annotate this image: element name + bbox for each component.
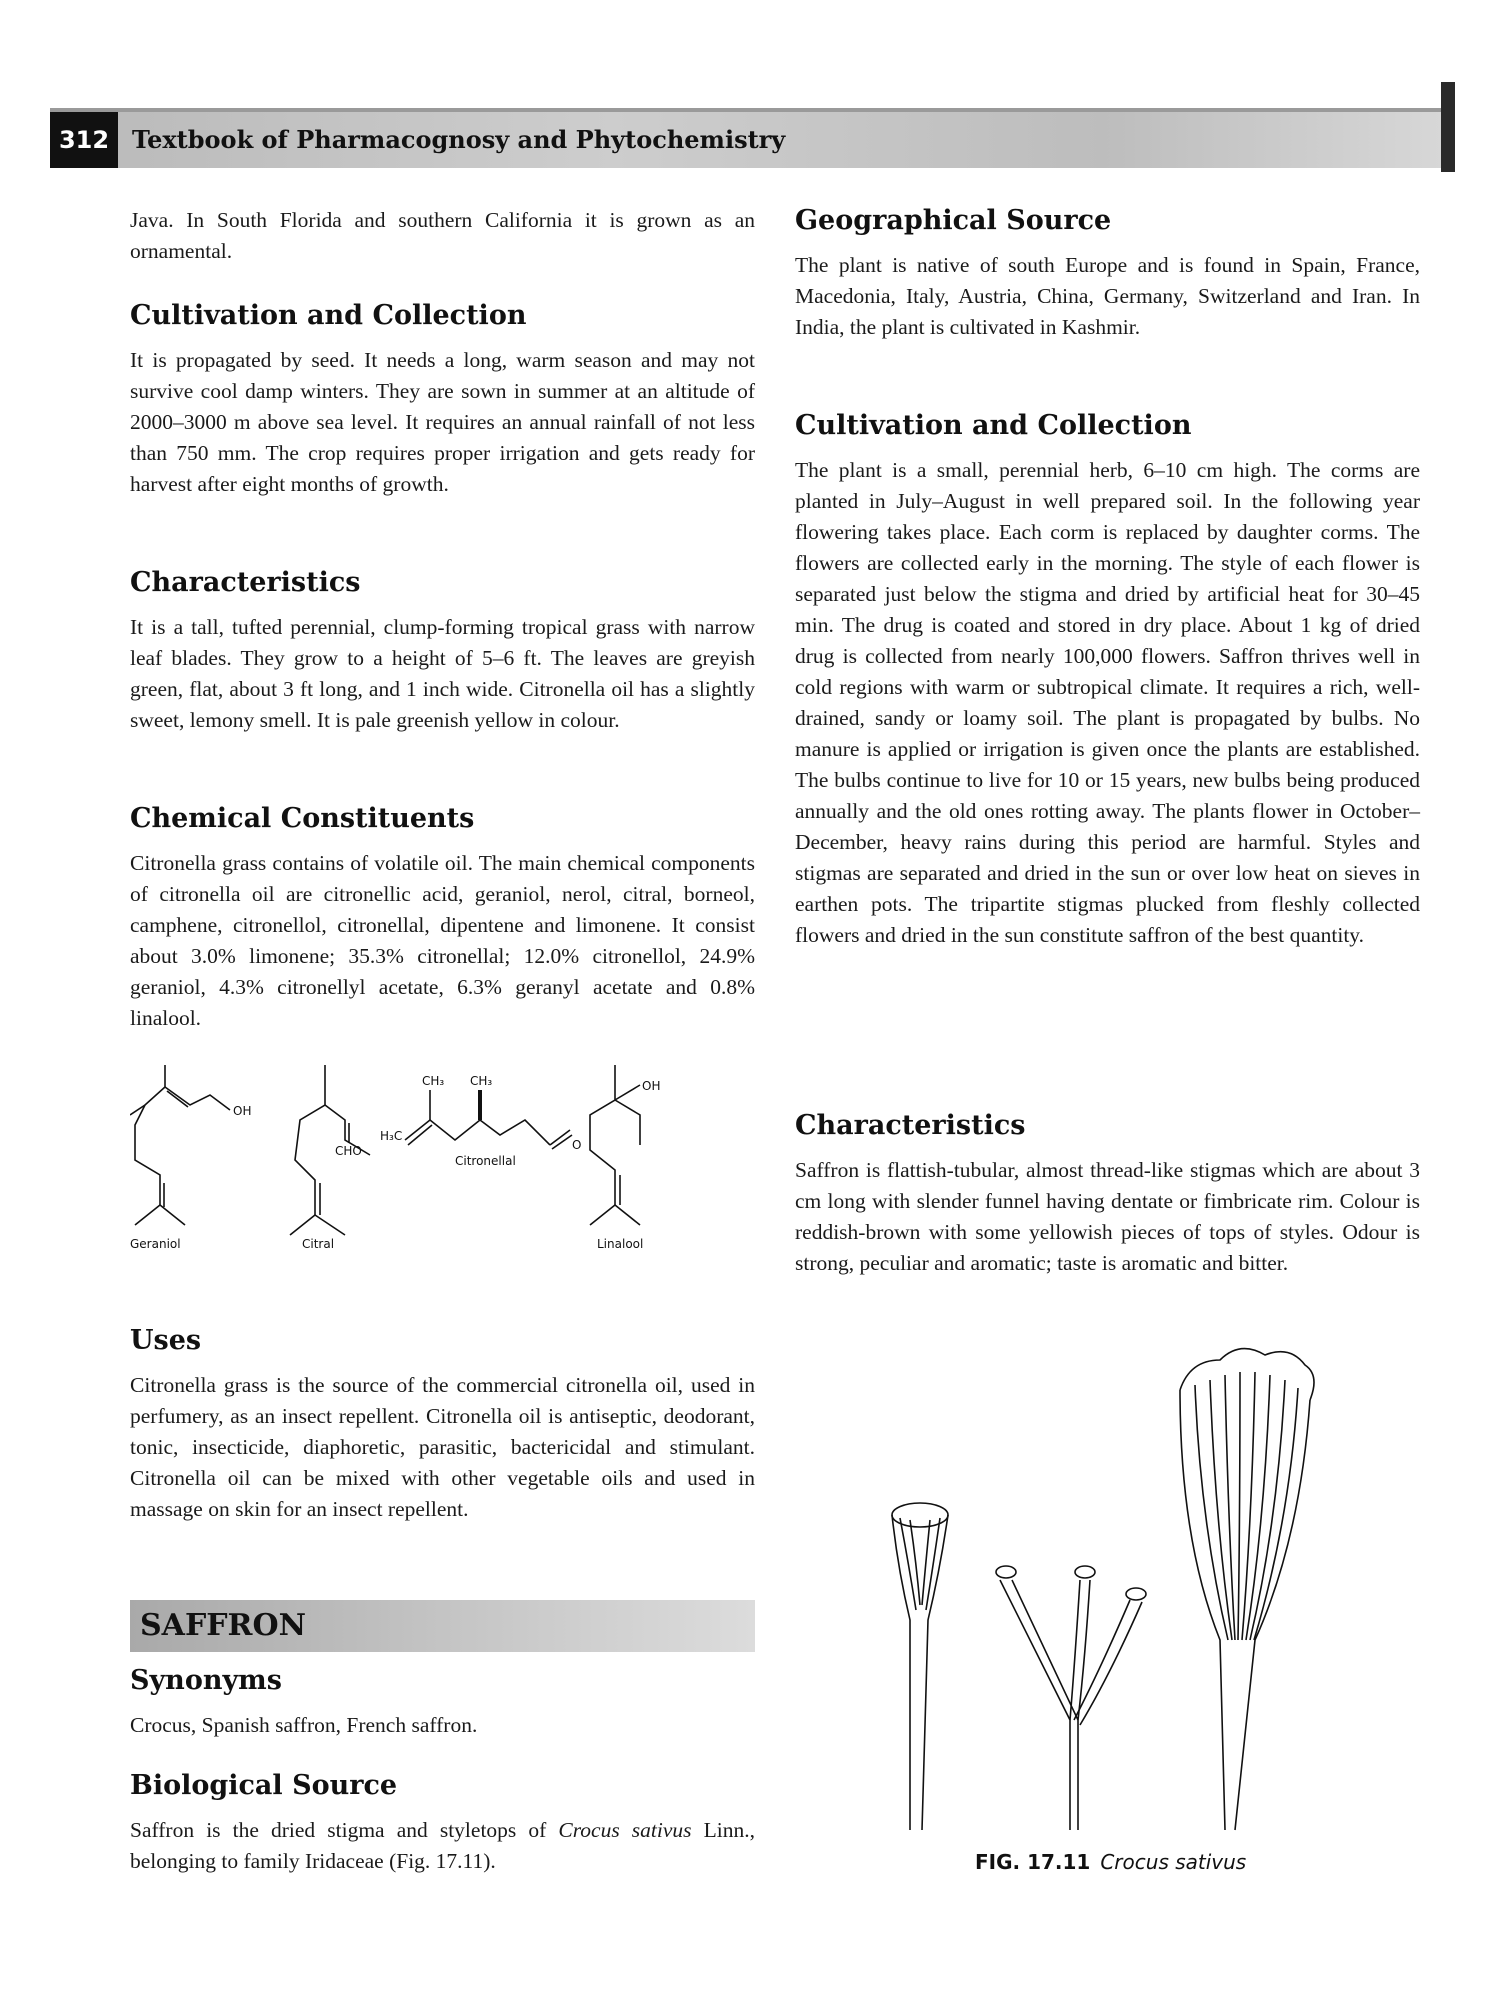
section-text: It is a tall, tufted perennial, clump-forming tropical grass with narrow leaf blades. They grow to a height of 5–6 ft. The leaves are greyish green, flat, about 3 ft long, and 1 inch wide. Citronella oil has a slightly sweet, lemony smell. It is pale greenish yellow in colour. <box>130 615 755 732</box>
oh-label: OH <box>233 1104 252 1118</box>
crocus-sativus-illustration <box>880 1340 1340 1850</box>
citral-label: Citral <box>302 1237 335 1251</box>
section-text: Citronella grass contains of volatile oil. The main chemical components of citronella oil are citronellic acid, geraniol, nerol, citral, borneol, camphene, citronellol, citronellal, dipentene and limonene. It consist about 3.0% limonene; 35.3% citronellal; 12.0% citronellol, 24.9% geraniol, 4.3% citronellyl acetate, 6.3% geranyl acetate and 0.8% linalool. <box>130 851 755 1030</box>
section-heading: Synonyms <box>130 1665 282 1696</box>
linalool-label: Linalool <box>597 1237 644 1251</box>
section-heading: Cultivation and Collection <box>795 410 1192 441</box>
page-header <box>50 108 1455 168</box>
cultivation-section <box>795 410 1420 951</box>
section-text: Saffron is the dried stigma and styletops of Crocus sativus Linn., belonging to family Iridaceae (Fig. 17.11). <box>130 1818 756 1873</box>
characteristics-section <box>795 1110 1420 1279</box>
chemical-constituents-section <box>130 803 755 1034</box>
section-text: The plant is native of south Europe and is found in Spain, France, Macedonia, Italy, Austria, China, Germany, Switzerland and Iran. In India, the plant is cultivated in Kashmir. <box>795 253 1420 339</box>
o-label: O <box>572 1138 582 1152</box>
section-text: It is propagated by seed. It needs a long, warm season and may not survive cool damp winters. They are sown in summer at an altitude of 2000–3000 m above sea level. It requires an annual rainfall of not less than 750 mm. The crop requires proper irrigation and gets ready for harvest after eight months of growth. <box>130 348 755 496</box>
stigma-tripartite <box>996 1566 1146 1830</box>
figure-label: FIG. 17.11 <box>975 1850 1091 1874</box>
section-heading: Uses <box>130 1325 202 1356</box>
section-heading: Geographical Source <box>795 205 1112 236</box>
geographical-source-section <box>795 205 1420 343</box>
intro-paragraph: Java. In South Florida and southern California it is grown as an ornamental. <box>130 208 755 263</box>
synonyms-section <box>130 1665 755 1741</box>
uses-section <box>130 1325 755 1525</box>
oh-label-2: OH <box>642 1079 661 1093</box>
citronellal-label: Citronellal <box>455 1154 516 1168</box>
ch3-label-2: CH₃ <box>470 1074 493 1088</box>
header-edge-bar <box>1441 82 1455 172</box>
book-title: Textbook of Pharmacognosy and Phytochemistry <box>132 125 786 154</box>
section-heading: Chemical Constituents <box>130 803 475 834</box>
citronellal-structure <box>405 1090 572 1149</box>
figure-caption-text: Crocus sativus <box>1100 1850 1247 1874</box>
section-text: Saffron is flattish-tubular, almost thread-like stigmas which are about 3 cm long with slender funnel having dentate or fimbricate rim. Colour is reddish-brown with some yellowish pieces of tops of styles. Odour is strong, peculiar and aromatic; taste is aromatic and bitter. <box>795 1158 1420 1275</box>
section-text: Crocus, Spanish saffron, French saffron. <box>130 1713 478 1737</box>
ch3-label-1: CH₃ <box>422 1074 445 1088</box>
section-text: Citronella grass is the source of the commercial citronella oil, used in perfumery, as an insect repellent. Citronella oil is antiseptic, deodorant, tonic, insecticide, diaphoretic, parasitic, bactericidal and stimulant. Citronella oil can be mixed with other vegetable oils and used in massage on skin for an insect repellent. <box>130 1373 755 1521</box>
page-number: 312 <box>50 112 118 168</box>
section-heading: Cultivation and Collection <box>130 300 527 331</box>
cho-label: CHO <box>335 1144 362 1158</box>
section-heading: Biological Source <box>130 1770 398 1801</box>
section-heading: Characteristics <box>130 567 361 598</box>
linalool-structure <box>590 1065 640 1225</box>
geraniol-structure <box>130 1065 230 1225</box>
saffron-banner: SAFFRON <box>130 1600 755 1652</box>
biological-source-section <box>130 1770 755 1877</box>
section-text: The plant is a small, perennial herb, 6–10 cm high. The corms are planted in July–August in well prepared soil. In the following year flowering takes place. Each corm is replaced by daughter corms. The flowers are collected early in the morning. The style of each flower is separated just below the stigma and dried by artificial heat for 30–45 min. The drug is coated and stored in dry place. About 1 kg of dried drug is collected from nearly 100,000 flowers. Saffron thrives well in cold regions with warm or subtropical climate. It requires a rich, well-drained, sandy or loamy soil. The plant is propagated by bulbs. No manure is applied or irrigation is given once the plants are established. The bulbs continue to live for 10 or 15 years, new bulbs being produced annually and the old ones rotting away. The plants flower in October–December, heavy rains during this period are harmful. Styles and stigmas are separated and dried in the sun or over low heat on sieves in earthen pots. The tripartite stigmas plucked from fleshly collected flowers and dried in the sun constitute saffron of the best quantity. <box>795 458 1420 947</box>
h3c-label: H₃C <box>380 1129 403 1143</box>
geraniol-label: Geraniol <box>130 1237 181 1251</box>
cultivation-section <box>130 300 755 500</box>
figure-caption <box>975 1850 1246 1874</box>
characteristics-section <box>130 567 755 736</box>
stigma-large-fimbriate <box>1180 1349 1314 1830</box>
chemical-structures-figure <box>130 1065 755 1270</box>
section-heading: Characteristics <box>795 1110 1026 1141</box>
stigma-funnel-left <box>892 1503 948 1830</box>
